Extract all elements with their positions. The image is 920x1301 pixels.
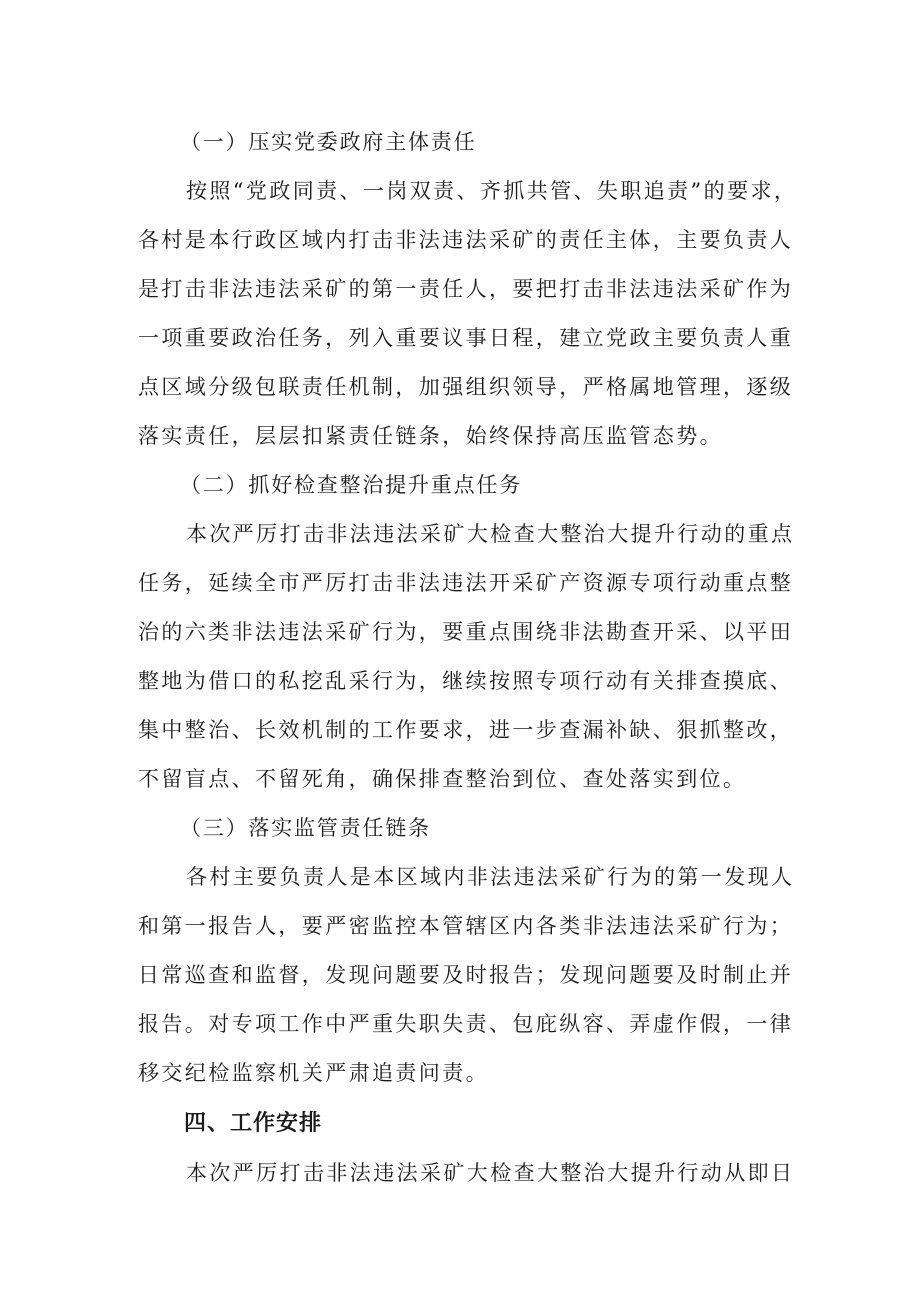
subsection-heading-2: （二）抓好检查整治提升重点任务	[180, 473, 522, 497]
paragraph-line: 和第一报告人，要严密监控本管辖区内各类非法违法采矿行为；	[138, 914, 794, 938]
paragraph-line: 点区域分级包联责任机制，加强组织领导，严格属地管理，逐级	[138, 375, 794, 399]
subsection-heading-3: （三）落实监管责任链条	[180, 816, 431, 840]
paragraph-line: 各村主要负责人是本区域内非法违法采矿行为的第一发现人	[186, 865, 795, 889]
paragraph-line: 日常巡查和监督，发现问题要及时报告；发现问题要及时制止并	[138, 963, 794, 987]
paragraph-line: 整地为借口的私挖乱采行为，继续按照专项行动有关排查摸底、	[138, 669, 794, 693]
document-body	[138, 118, 798, 1198]
paragraph-line: 集中整治、长效机制的工作要求，进一步查漏补缺、狠抓整改，	[138, 718, 794, 742]
paragraph-line: 按照“党政同责、一岗双责、齐抓共管、失职追责”的要求，	[186, 179, 798, 203]
paragraph-line: 不留盲点、不留死角，确保排查整治到位、查处落实到位。	[138, 767, 747, 791]
paragraph-line: 各村是本行政区域内打击非法违法采矿的责任主体，主要负责人	[138, 228, 794, 252]
paragraph-line: 任务，延续全市严厉打击非法违法开采矿产资源专项行动重点整	[138, 571, 794, 595]
section-heading-4: 四、工作安排	[184, 1111, 323, 1136]
paragraph-line: 是打击非法违法采矿的第一责任人，要把打击非法违法采矿作为	[138, 277, 794, 301]
paragraph-line: 落实责任，层层扣紧责任链条，始终保持高压监管态势。	[138, 424, 723, 448]
subsection-heading-1: （一）压实党委政府主体责任	[180, 130, 477, 154]
paragraph-line: 本次严厉打击非法违法采矿大检查大整治大提升行动的重点	[186, 522, 795, 546]
paragraph-line: 一项重要政治任务，列入重要议事日程，建立党政主要负责人重	[138, 326, 794, 350]
paragraph-line: 治的六类非法违法采矿行为，要重点围绕非法勘查开采、以平田	[138, 620, 794, 644]
paragraph-line: 报告。对专项工作中严重失职失责、包庇纵容、弄虚作假，一律	[138, 1012, 794, 1036]
paragraph-line: 本次严厉打击非法违法采矿大检查大整治大提升行动从即日	[186, 1161, 795, 1185]
paragraph-line: 移交纪检监察机关严肃追责问责。	[138, 1061, 489, 1085]
